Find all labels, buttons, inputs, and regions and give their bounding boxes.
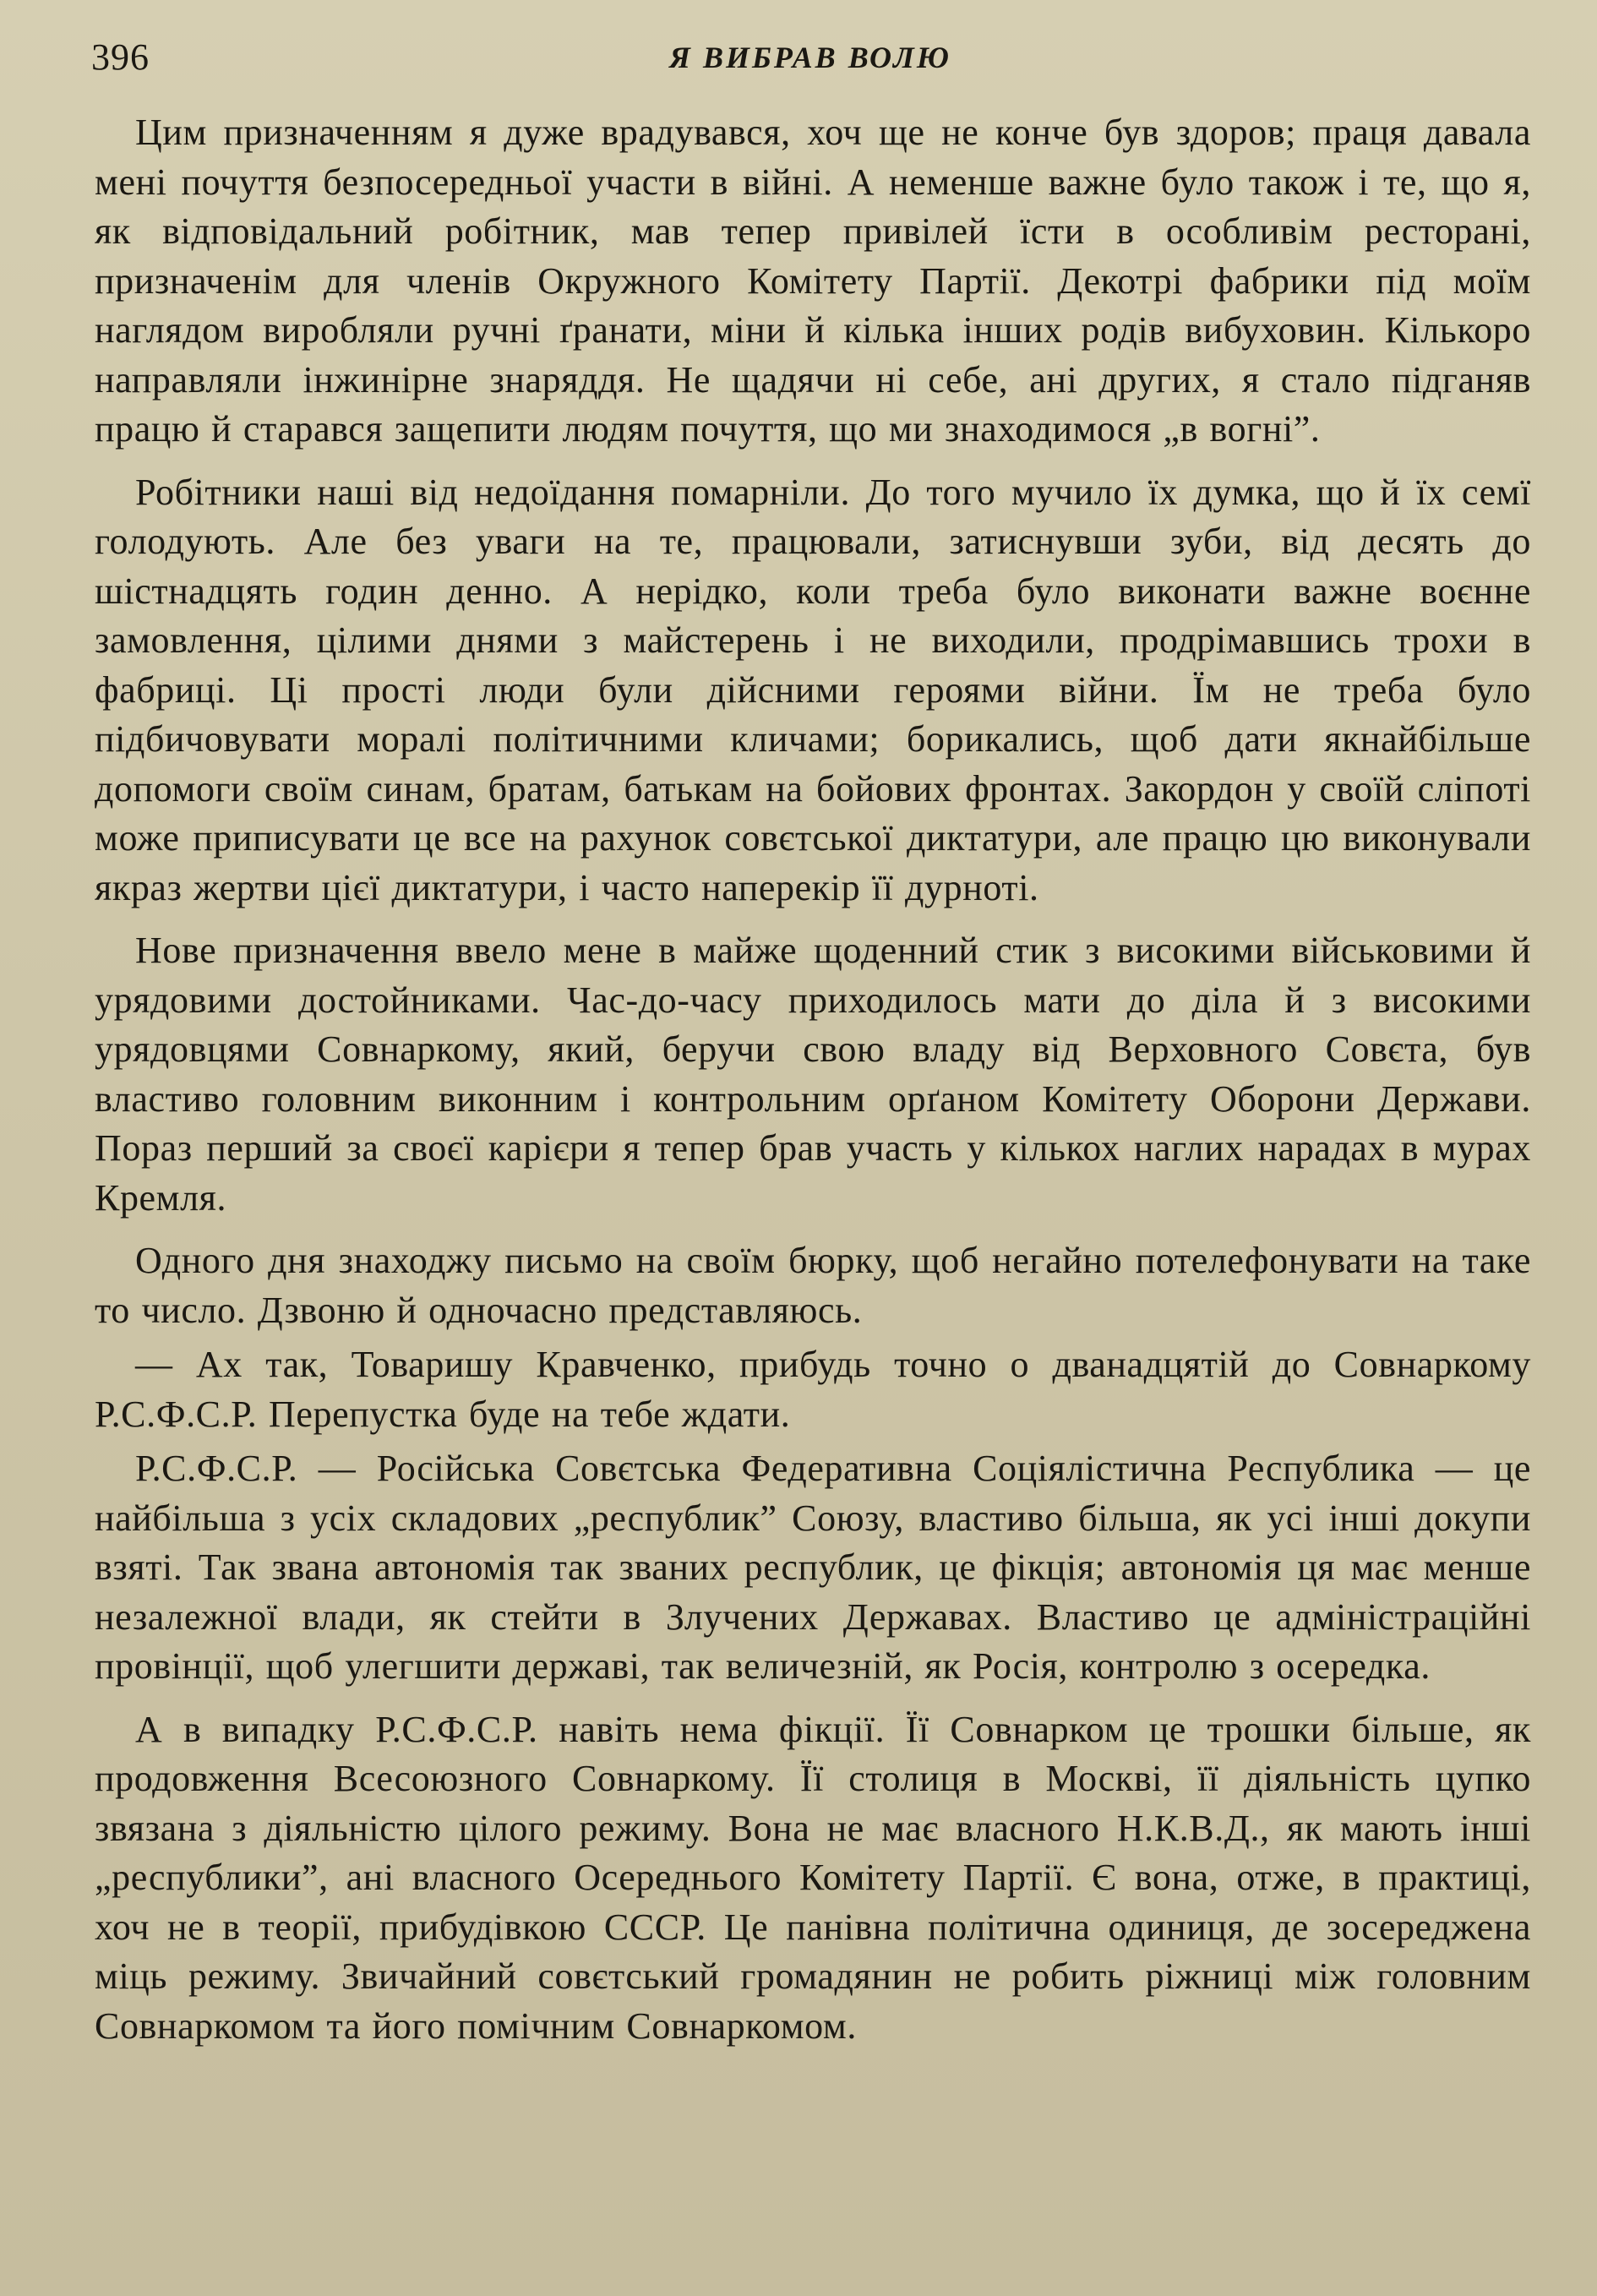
running-title: Я ВИБРАВ ВОЛЮ	[669, 41, 951, 74]
paragraph-5: Р.С.Ф.С.Р. — Російська Совєтська Федеративна Соціялістична Республика — це найбільша з усіх складових „республик” Союзу, властиво більша, як усі інші докупи взяті. Так звана автономія так званих республик, це фікція; автономія ця має менше незалежної влади, як стейти в Злучених Державах. Властиво це адміністраційні провінції, щоб улегшити державі, так величезній, як Росія, контролю з осередка.	[95, 1448, 1531, 1687]
paragraph-1: Цим призначенням я дуже врадувався, хоч ще не конче був здоров; праця давала мені почуття безпосередньої участи в війні. А неменше важне було також і те, що я, як відповідальний робітник, мав тепер привілей їсти в особливім ресторані, призначенім для членів Окружного Комітету Партії. Декотрі фабрики під моїм наглядом виробляли ручні ґранати, міни й кілька інших родів вибуховин. Кількоро направляли інжинірне знаряддя. Не щадячи ні себе, ані других, я стало підганяв працю й старався защепити людям почуття, що ми знаходимося „в вогні”.	[95, 112, 1531, 450]
dialogue-line: — Ах так, Товаришу Кравченко, прибудь точно о дванадцятій до Совнаркому Р.С.Ф.С.Р. Перепустка буде на тебе ждати.	[95, 1344, 1531, 1435]
body-text	[95, 108, 1531, 2064]
paragraph-2: Робітники наші від недоїдання помарніли. До того мучило їх думка, що й їх семї голодують. Але без уваги на те, працювали, затиснувши зуби, від десять до шістнадцять годин денно. А нерідко, коли треба було виконати важне воєнне замовлення, цілими днями з майстерень і не виходили, продрімавшись трохи в фабриці. Ці прості люди були дійсними героями війни. Їм не треба було підбичовувати моралі політичними кличами; борикались, щоб дати якнайбільше допомоги своїм синам, братам, батькам на бойових фронтах. Закордон у своїй сліпоті може приписувати це все на рахунок совєтської диктатури, але працю цю виконували якраз жертви цієї диктатури, і часто наперекір її дурноті.	[95, 471, 1531, 908]
paragraph-4: Одного дня знаходжу письмо на своїм бюрку, щоб негайно потелефонувати на таке то число. Дзвоню й одночасно представляюсь.	[95, 1240, 1531, 1331]
paragraph-3: Нове призначення ввело мене в майже щоденний стик з високими військовими й урядовими достойниками. Час-до-часу приходилось мати до діла й з високими урядовцями Совнаркому, який, беручи свою владу від Верховного Совєта, був властиво головним виконним і контрольним орґаном Комітету Оборони Держави. Пораз перший за своєї карієри я тепер брав участь у кількох наглих нарадах в мурах Кремля.	[95, 930, 1531, 1219]
page-header	[91, 32, 1529, 83]
paragraph-6: А в випадку Р.С.Ф.С.Р. навіть нема фікції. Її Совнарком це трошки більше, як продовження Всесоюзного Совнаркому. Її столиця в Москві, її діяльність цупко звязана з діяльністю цілого режиму. Вона не має власного Н.К.В.Д., як мають інші „республики”, ані власного Осереднього Комітету Партії. Є вона, отже, в практиці, хоч не в теорії, прибудівкою СССР. Це панівна політична одиниця, де зосереджена міць режиму. Звичайний совєтський громадянин не робить ріжниці між головним Совнаркомом та його помічним Совнаркомом.	[95, 1708, 1531, 2047]
page-number: 396	[91, 36, 150, 78]
